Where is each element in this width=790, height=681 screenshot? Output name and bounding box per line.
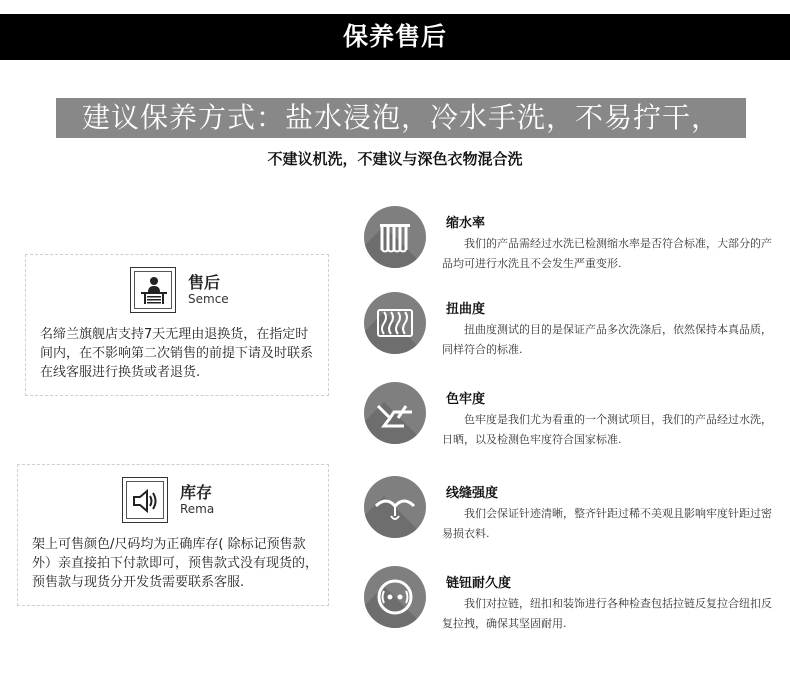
after-sales-subtitle: Semce (188, 292, 229, 306)
feature-desc: 色牢度是我们尤为看重的一个测试项目，我们的产品经过水洗，日晒，以及检测色牢度符合国家标准. (442, 413, 772, 446)
speaker-icon (122, 477, 168, 523)
feature-colorfastness (360, 382, 780, 462)
after-sales-title: 售后 (188, 273, 221, 292)
feature-title: 链钮耐久度 (446, 576, 512, 591)
stock-text: 架上可售颜色/尺码均为正确库存( 除标记预售款外）亲直接拍下付款即可，预售款式没有现货的，预售款与现货分开发货需要联系客服. (32, 537, 319, 590)
button-icon (364, 566, 426, 628)
after-sales-text: 名缔兰旗舰店支持7天无理由退换货，在指定时间内，在不影响第二次销售的前提下请及时联系在线客服进行换货或者退货. (40, 327, 314, 380)
wave-fabric-icon (364, 292, 426, 354)
feature-desc: 我们的产品需经过水洗已检测缩水率是否符合标准，大部分的产品均可进行水洗且不会发生严重变形. (442, 237, 772, 270)
arrow-color-icon (364, 382, 426, 444)
feature-desc: 扭曲度测试的目的是保证产品多次洗涤后，依然保持本真品质，同样符合的标准. (442, 323, 772, 356)
feature-title: 色牢度 (446, 392, 486, 407)
washing-note: 不建议机洗，不建议与深色衣物混合洗 (267, 150, 523, 168)
service-desk-icon (130, 267, 176, 313)
feature-zipper-button (360, 566, 780, 646)
care-banner-text: 建议保养方式：盐水浸泡，冷水手洗，不易拧干， (81, 101, 720, 134)
stock-subtitle: Rema (180, 502, 215, 516)
after-sales-card (25, 254, 329, 396)
seam-icon (364, 476, 426, 538)
feature-desc: 我们对拉链，纽扣和装饰进行各种检查包括拉链反复拉合纽扣反复拉拽，确保其坚固耐用. (442, 597, 772, 630)
stock-card (17, 464, 329, 606)
feature-shrinkage (360, 206, 780, 286)
feature-title: 缩水率 (446, 216, 486, 231)
feature-title: 线缝强度 (446, 486, 499, 501)
curtain-icon (364, 206, 426, 268)
feature-desc: 我们会保证针迹清晰，整齐针距过稀不美观且影响牢度针距过密易损衣料. (442, 507, 772, 540)
page-title: 保养售后 (342, 22, 447, 51)
feature-twist (360, 292, 780, 372)
feature-title: 扭曲度 (446, 302, 486, 317)
stock-title: 库存 (180, 483, 213, 502)
feature-seam (360, 476, 780, 556)
